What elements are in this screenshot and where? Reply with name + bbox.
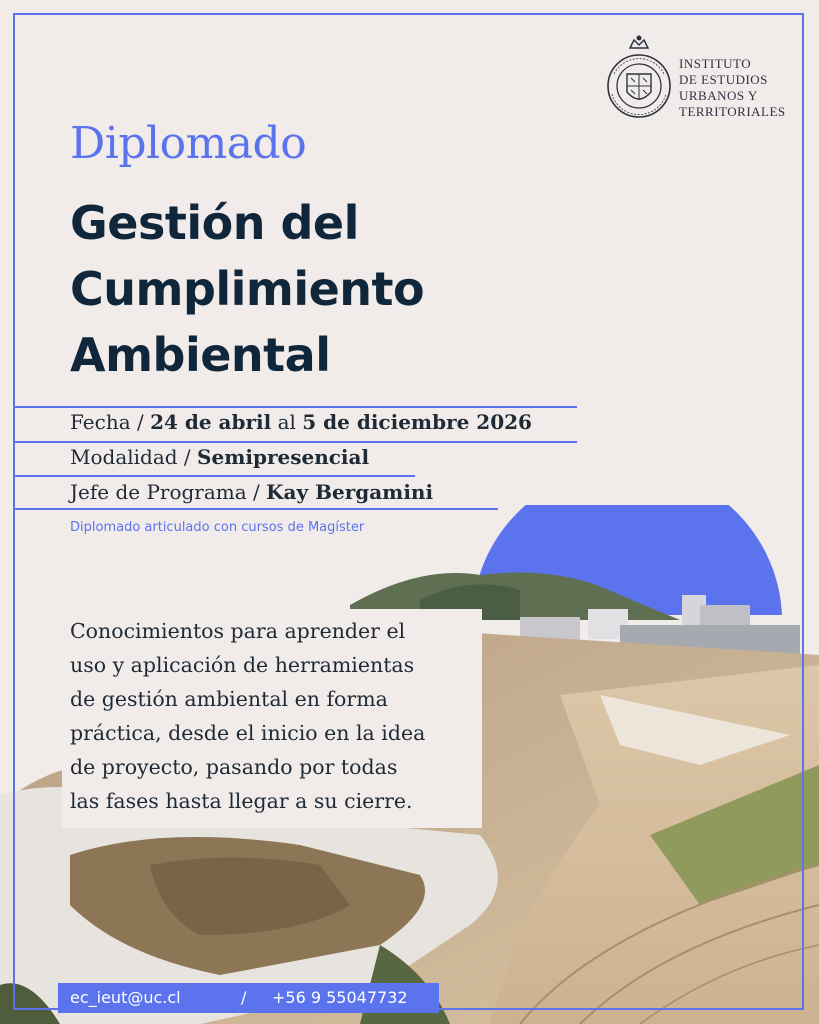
description-line: Conocimientos para aprender el xyxy=(70,619,406,643)
title-line-2: Cumplimiento xyxy=(70,262,425,316)
fecha-start: 24 de abril xyxy=(150,410,272,434)
contact-phone[interactable]: +56 9 55047732 xyxy=(272,988,408,1007)
institute-line-2: DE ESTUDIOS xyxy=(679,72,768,87)
university-seal-icon xyxy=(606,34,672,122)
contact-separator: / xyxy=(241,988,247,1007)
modalidad-row xyxy=(70,445,369,469)
contact-bar xyxy=(58,983,439,1013)
contact-email[interactable]: ec_ieut@uc.cl xyxy=(70,988,181,1007)
program-note: Diplomado articulado con cursos de Magíster xyxy=(70,520,365,535)
modalidad-value: Semipresencial xyxy=(197,445,370,469)
title-line-3: Ambiental xyxy=(70,328,331,382)
institute-name xyxy=(679,56,786,120)
info-divider-2 xyxy=(15,475,415,477)
program-description xyxy=(70,614,425,818)
modalidad-label: Modalidad / xyxy=(70,445,191,469)
description-line: uso y aplicación de herramientas xyxy=(70,653,415,677)
program-type: Diplomado xyxy=(70,118,307,169)
description-line: de proyecto, pasando por todas xyxy=(70,755,398,779)
jefe-value: Kay Bergamini xyxy=(266,480,434,504)
description-line: las fases hasta llegar a su cierre. xyxy=(70,789,413,813)
fecha-mid: al xyxy=(277,410,296,434)
description-line: de gestión ambiental en forma xyxy=(70,687,388,711)
title-line-1: Gestión del xyxy=(70,196,359,250)
program-title xyxy=(70,190,424,388)
institute-line-3: URBANOS Y xyxy=(679,88,758,103)
institute-line-4: TERRITORIALES xyxy=(679,104,786,119)
info-divider-1 xyxy=(15,441,577,443)
institute-line-1: INSTITUTO xyxy=(679,56,752,71)
jefe-label: Jefe de Programa / xyxy=(70,480,260,504)
fecha-end: 5 de diciembre 2026 xyxy=(302,410,532,434)
fecha-row xyxy=(70,410,532,434)
fecha-label: Fecha / xyxy=(70,410,144,434)
info-divider-top xyxy=(15,406,577,408)
description-line: práctica, desde el inicio en la idea xyxy=(70,721,426,745)
jefe-row xyxy=(70,480,433,504)
